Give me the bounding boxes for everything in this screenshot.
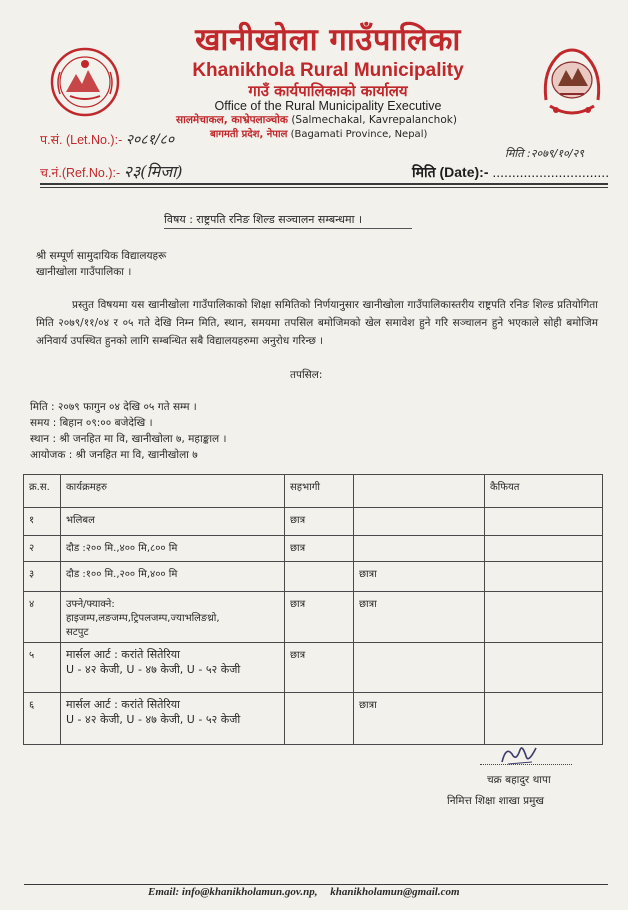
- cell-participant-boys: छात्र: [285, 536, 354, 562]
- cell-remarks: [485, 536, 603, 562]
- province-english: (Bagamati Province, Nepal): [290, 129, 428, 140]
- footer-divider: [24, 884, 608, 885]
- recipient-line-1: श्री सम्पूर्ण सामुदायिक विद्यालयहरू: [36, 250, 167, 262]
- cell-participant-boys: छात्र: [285, 643, 354, 693]
- cell-participant-boys: [285, 562, 354, 592]
- office-title-nepali: गाउँ कार्यपालिकाको कार्यालय: [248, 82, 408, 100]
- header-divider-thin: [40, 187, 608, 188]
- cell-sn: ५: [24, 643, 61, 693]
- header-participants-extra: [354, 475, 485, 508]
- cell-sn: ४: [24, 592, 61, 643]
- table-row: [24, 592, 603, 643]
- header-participants: सहभागी: [285, 475, 354, 508]
- header-divider: [40, 183, 608, 185]
- address-line: [176, 113, 457, 127]
- letter-number-label: प.सं. (Let.No.):-: [40, 133, 123, 147]
- letter-number: [40, 130, 174, 149]
- cell-participant-girls: [354, 508, 485, 536]
- table-row: [24, 536, 603, 562]
- subject-underline: [164, 228, 412, 229]
- cell-sn: १: [24, 508, 61, 536]
- reference-number-value: २३(मिजा): [123, 162, 183, 181]
- tapasil-heading: तपसिल:: [290, 369, 323, 381]
- table-row: [24, 643, 603, 693]
- letter-number-value: २०८१/८०: [125, 132, 175, 148]
- cell-remarks: [485, 592, 603, 643]
- footer-contact: [148, 886, 460, 898]
- cell-sn: ६: [24, 693, 61, 745]
- cell-program: भलिबल: [61, 508, 285, 536]
- recipient-line-2: खानीखोला गाउँपालिका ।: [36, 266, 132, 278]
- cell-program: दौड :२०० मि.,४०० मि,८०० मि: [61, 536, 285, 562]
- program-table: [23, 474, 603, 745]
- cell-participant-boys: छात्र: [285, 508, 354, 536]
- province-line: [210, 128, 427, 141]
- cell-participant-girls: छात्रा: [354, 592, 485, 643]
- table-header-row: [24, 475, 603, 508]
- detail-place: स्थान : श्री जनहित मा वि, खानीखोला ७, महाङ्काल ।: [30, 433, 227, 445]
- cell-program: मार्सल आर्ट : करांते सितेरिया U - ४२ केजी, U - ४७ केजी, U - ५२ केजी: [61, 693, 285, 745]
- body-paragraph: प्रस्तुत विषयमा यस खानीखोला गाउँपालिकाको शिक्षा समितिको निर्णयानुसार खानीखोला गाउँपालिकास्तरीय राष्ट्रपति रनिङ शिल्ड प्रतियोगिता मिति २०७९/११/०४ र ०५ गते देखि निम्न मिति, स्थान, समयमा तपसिल बमोजिमको खेल समावेश हुने गरि सञ्चालन हुने भएकाले सोही बमोजिम अनिवार्य उपस्थित हुनको लागि सम्बन्धित सबै विद्यालयहरुमा अनुरोध गरिन्छ ।: [36, 299, 598, 347]
- cell-sn: ३: [24, 562, 61, 592]
- cell-participant-girls: छात्रा: [354, 693, 485, 745]
- municipality-title-english: Khanikhola Rural Municipality: [192, 60, 464, 81]
- cell-program: उफ्ने/फ्याक्ने: हाइजम्प,लङजम्प,ट्रिपलजम्प,ज्याभलिङथ्रो, सटपुट: [61, 592, 285, 643]
- header-remarks: कैफियत: [485, 475, 603, 508]
- cell-remarks: [485, 693, 603, 745]
- table-row: [24, 693, 603, 745]
- address-nepali: सालमेचाकल, काभ्रेपलाञ्चोक: [176, 114, 288, 126]
- detail-organizer: आयोजक : श्री जनहित मा वि, खानीखोला ७: [30, 449, 198, 461]
- municipality-emblem-logo: [48, 42, 122, 122]
- cell-participant-girls: [354, 643, 485, 693]
- detail-date: मिति : २०७९ फागुन ०४ देखि ०५ गते सम्म ।: [30, 401, 197, 413]
- date-field: [412, 163, 609, 182]
- program-table-body: [24, 508, 603, 745]
- header-program: कार्यक्रमहरु: [61, 475, 285, 508]
- cell-participant-girls: छात्रा: [354, 562, 485, 592]
- date-dots: ..............................: [492, 164, 610, 180]
- footer-email-1: Email: info@khanikholamun.gov.np,: [148, 886, 318, 898]
- cell-participant-boys: [285, 693, 354, 745]
- cell-participant-boys: छात्र: [285, 592, 354, 643]
- subject-line: विषय : राष्ट्रपति रनिङ शिल्ड सञ्चालन सम्बन्धमा ।: [164, 213, 363, 226]
- reference-number: [40, 160, 183, 182]
- municipality-title-nepali: खानीखोला गाउँपालिका: [195, 22, 461, 58]
- table-row: [24, 508, 603, 536]
- office-title-english: Office of the Rural Municipality Executive: [214, 99, 442, 113]
- table-row: [24, 562, 603, 592]
- date-label: मिति (Date):-: [412, 164, 489, 180]
- detail-time: समय : बिहान ०९:०० बजेदेखि ।: [30, 417, 153, 429]
- cell-remarks: [485, 508, 603, 536]
- header-sn: क्र.स.: [24, 475, 61, 508]
- footer-email-2: khanikholamun@gmail.com: [330, 886, 460, 898]
- date-handwritten: मिति :२०७९/१०/२९: [505, 147, 584, 160]
- cell-program: मार्सल आर्ट : करांते सितेरिया U - ४२ केजी, U - ४७ केजी, U - ५२ केजी: [61, 643, 285, 693]
- address-english: (Salmechakal, Kavrepalanchok): [291, 114, 457, 126]
- signatory-name: चक्र बहादुर थापा: [487, 774, 551, 786]
- cell-program: दौड :१०० मि.,२०० मि,४०० मि: [61, 562, 285, 592]
- reference-number-label: च.नं.(Ref.No.):-: [40, 166, 121, 180]
- cell-sn: २: [24, 536, 61, 562]
- signatory-title: निमित्त शिक्षा शाखा प्रमुख: [447, 795, 544, 807]
- cell-participant-girls: [354, 536, 485, 562]
- cell-remarks: [485, 643, 603, 693]
- cell-remarks: [485, 562, 603, 592]
- province-nepali: बागमती प्रदेश, नेपाल: [210, 129, 288, 140]
- signature-line: [480, 764, 572, 765]
- nepal-emblem-logo: [536, 40, 608, 124]
